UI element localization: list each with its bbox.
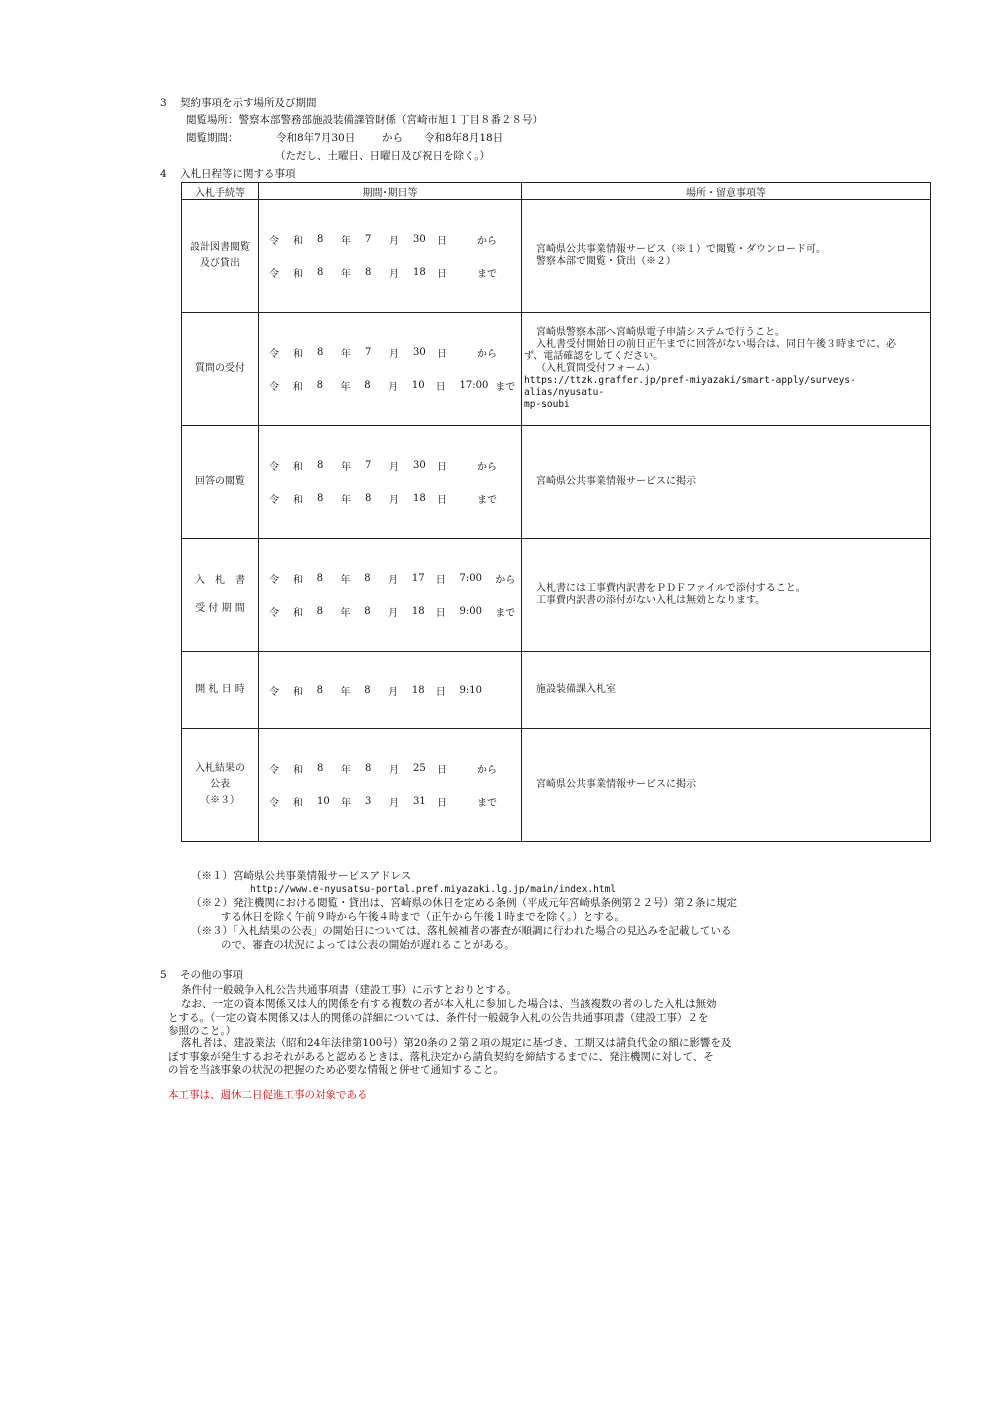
date-token: 8 <box>365 267 372 278</box>
date-token: 月 <box>389 765 399 776</box>
footnote-1-url[interactable]: http://www.e-nyusatsu-portal.pref.miyazaki.lg.jp/main/index.html <box>250 884 617 895</box>
period-cell <box>259 426 522 539</box>
notes-line: 宮崎県公共事業情報サービス（※１）で閲覧・ダウンロード可。 <box>536 244 826 255</box>
date-token: 9:10 <box>459 684 482 696</box>
viewing-period-from: 令和8年7月30日 <box>276 132 356 144</box>
date-token: 日 <box>437 495 447 506</box>
date-token: から <box>477 349 497 360</box>
date-token: 令 <box>269 575 279 586</box>
procedure-label: 公表 <box>210 779 230 790</box>
date-token: から <box>477 462 497 473</box>
notes-line: 宮崎県公共事業情報サービスに掲示 <box>536 476 696 487</box>
section-5-title: その他の事項 <box>180 969 243 981</box>
date-token: 10 <box>411 380 425 391</box>
date-line <box>259 256 521 289</box>
date-token: から <box>477 765 497 776</box>
procedure-label: 及び貸出 <box>200 258 240 269</box>
schedule-row <box>182 313 931 426</box>
date-line <box>259 752 521 785</box>
date-token: 年 <box>341 462 351 473</box>
viewing-period-label: 閲覧期間： <box>186 132 239 144</box>
viewing-place-label: 閲覧場所： <box>186 114 239 126</box>
date-token: 月 <box>389 495 399 506</box>
date-token: 30 <box>413 347 426 358</box>
question-form-url[interactable]: mp-soubi <box>524 399 570 410</box>
header-notes: 場所・留意事項等 <box>522 183 931 200</box>
date-token: まで <box>477 269 497 280</box>
viewing-period-from-suffix: から <box>382 132 403 144</box>
notes-line: 宮崎県警察本部へ宮崎県電子申請システムで行うこと。 <box>536 327 785 338</box>
date-token: 8 <box>365 493 372 504</box>
footnote-3-line-2: ので、審査の状況によっては公表の開始が遅れることがある。 <box>221 939 515 951</box>
date-token: 30 <box>413 234 426 245</box>
date-token: 年 <box>340 686 351 698</box>
date-token: 和 <box>292 382 303 393</box>
date-token: 日 <box>435 575 446 586</box>
date-token: 7 <box>365 460 372 471</box>
date-token: 月 <box>388 575 399 586</box>
schedule-header-row <box>182 183 931 200</box>
date-token: まで <box>495 382 516 393</box>
date-token: 8 <box>317 347 324 358</box>
section-5-line-1: 条件付一般競争入札公告共通事項書（建設工事）に示すとおりとする。 <box>181 984 517 996</box>
date-token: 和 <box>293 765 303 776</box>
date-token: 9:00 <box>459 606 482 617</box>
date-token: 年 <box>341 765 351 776</box>
section-3-number: 3 <box>160 97 167 109</box>
date-token: 3 <box>365 796 372 807</box>
period-cell <box>259 652 522 729</box>
viewing-place <box>186 112 543 127</box>
procedure-cell <box>182 652 259 729</box>
date-token: 令 <box>269 382 279 393</box>
date-token: 18 <box>413 267 426 278</box>
section-5-heading <box>160 967 243 982</box>
notes-line: 施設装備課入札室 <box>536 684 616 695</box>
date-token: 日 <box>437 236 447 247</box>
date-token: 8 <box>317 234 324 245</box>
date-token: 年 <box>340 608 351 619</box>
section-4-heading <box>160 166 296 181</box>
date-token: 7 <box>365 347 372 358</box>
section-5-line-5: 落札者は、建設業法（昭和24年法律第100号）第20条の２第２項の規定に基づき、工期又は請負代金の額に影響を及 <box>181 1037 732 1049</box>
date-token: 日 <box>437 462 447 473</box>
date-token: 和 <box>292 575 303 586</box>
date-line <box>259 449 521 482</box>
procedure-label: 入札結果の <box>195 763 245 774</box>
footnote-2-line-1: （※２）発注機関における閲覧・貸出は、宮崎県の休日を定める条例（平成元年宮崎県条例第２２号）第２条に規定 <box>191 897 737 909</box>
procedure-cell <box>182 539 259 652</box>
date-token: 8 <box>316 684 323 696</box>
header-period: 期間･期日等 <box>259 183 522 200</box>
section-3-heading <box>160 95 317 110</box>
procedure-label: 設計図書閲覧 <box>190 242 250 253</box>
date-token: 月 <box>389 236 399 247</box>
date-token: 17:00 <box>459 380 489 391</box>
date-token: 7 <box>365 234 372 245</box>
procedure-cell <box>182 313 259 426</box>
date-token: 年 <box>341 495 351 506</box>
date-token: 和 <box>293 495 303 506</box>
procedure-label: 質問の受付 <box>195 363 245 374</box>
date-token: 年 <box>341 798 351 809</box>
date-token: 8 <box>316 573 323 584</box>
date-token: 8 <box>364 684 371 696</box>
date-token: 和 <box>293 462 303 473</box>
notes-line: （入札質問受付フォーム） <box>536 363 656 374</box>
procedure-cell <box>182 729 259 842</box>
notes-cell <box>522 729 931 842</box>
footnote-1-label: （※１） <box>191 870 233 882</box>
date-token: 8 <box>316 606 323 617</box>
date-token: 7:00 <box>459 573 482 584</box>
date-token: 年 <box>340 382 351 393</box>
date-token: 令 <box>269 495 279 506</box>
section-5-line-3: とする。（一定の資本関係又は人的関係の詳細については、条件付一般競争入札の公告共通事項書（建設工事）２を <box>168 1012 709 1024</box>
date-token: 月 <box>388 382 399 393</box>
date-token: 和 <box>293 269 303 280</box>
date-token: 8 <box>317 763 324 774</box>
period-cell <box>259 200 522 313</box>
notes-line: 工事費内訳書の添付がない入札は無効となります。 <box>536 595 766 606</box>
section-4-title: 入札日程等に関する事項 <box>180 168 296 180</box>
date-token: 25 <box>413 763 426 774</box>
footnote-1 <box>191 868 411 883</box>
date-token: 8 <box>364 606 371 617</box>
date-token: 年 <box>341 349 351 360</box>
date-line <box>259 562 521 595</box>
date-token: 令 <box>269 269 279 280</box>
section-4-number: 4 <box>160 168 167 180</box>
date-token: 8 <box>316 380 323 391</box>
schedule-row <box>182 426 931 539</box>
date-token: 日 <box>435 382 446 393</box>
date-token: 18 <box>413 493 426 504</box>
period-cell <box>259 313 522 426</box>
date-token: 月 <box>389 269 399 280</box>
date-token: 8 <box>317 267 324 278</box>
date-token: 日 <box>435 608 446 619</box>
date-token: 日 <box>435 686 446 698</box>
section-5-line-6: ぼす事象が発生するおそれがあると認めるときは、落札決定から請負契約を締結するまでに、発注機関に対して、そ <box>168 1051 714 1063</box>
notes-line: ず、電話確認をしてください。 <box>524 351 664 362</box>
date-token: 和 <box>292 608 303 619</box>
date-token: 日 <box>437 269 447 280</box>
date-token: 18 <box>411 684 425 696</box>
schedule-row <box>182 729 931 842</box>
header-procedure: 入札手続等 <box>182 183 259 200</box>
date-token: 令 <box>269 608 279 619</box>
date-token: 和 <box>293 236 303 247</box>
notes-cell <box>522 426 931 539</box>
notes-line: 入札書受付開始日の前日正午までに回答がない場合は、同日午後３時までに、必 <box>536 339 896 350</box>
date-line <box>259 595 521 628</box>
date-line <box>259 369 521 402</box>
date-token: 8 <box>317 460 324 471</box>
notes-cell <box>522 313 931 426</box>
date-token: 18 <box>411 606 425 617</box>
date-token: 和 <box>293 798 303 809</box>
date-token: 日 <box>437 765 447 776</box>
date-line <box>259 482 521 515</box>
date-token: 月 <box>389 349 399 360</box>
notes-cell <box>522 652 931 729</box>
date-line <box>259 336 521 369</box>
date-token: まで <box>477 798 497 809</box>
notes-line: 宮崎県公共事業情報サービスに掲示 <box>536 779 696 790</box>
period-cell <box>259 539 522 652</box>
date-line <box>259 674 521 707</box>
procedure-label: 開 札 日 時 <box>195 684 245 695</box>
date-token: 8 <box>365 763 372 774</box>
date-token: 和 <box>292 686 303 698</box>
notes-cell <box>522 200 931 313</box>
procedure-label: 入 札 書 <box>195 575 245 586</box>
notes-cell <box>522 539 931 652</box>
date-token: 令 <box>269 765 279 776</box>
date-token: 17 <box>411 573 425 584</box>
date-line <box>259 785 521 818</box>
procedure-cell <box>182 200 259 313</box>
schedule-row <box>182 652 931 729</box>
schedule-row <box>182 200 931 313</box>
notes-line: 警察本部で閲覧・貸出（※２） <box>536 256 676 267</box>
date-token: から <box>495 575 516 586</box>
procedure-cell <box>182 426 259 539</box>
footnote-2-line-2: する休日を除く午前９時から午後４時まで（正午から午後１時までを除く。）とする。 <box>221 911 626 923</box>
schedule-table <box>181 182 931 842</box>
notes-line: 入札書には工事費内訳書をＰＤＦファイルで添付すること。 <box>536 583 806 594</box>
section-5-line-7: の旨を当該事象の状況の把握のため必要な情報と併せて通知すること。 <box>168 1064 504 1076</box>
procedure-label: 受 付 期 間 <box>195 603 245 614</box>
date-token: 月 <box>389 462 399 473</box>
date-token: 令 <box>269 462 279 473</box>
section-3-title: 契約事項を示す場所及び期間 <box>180 97 317 109</box>
date-token: 令 <box>269 686 279 698</box>
date-token: 月 <box>388 686 399 698</box>
schedule-row <box>182 539 931 652</box>
date-token: 月 <box>389 798 399 809</box>
date-token: 和 <box>293 349 303 360</box>
date-token: 30 <box>413 460 426 471</box>
question-form-url[interactable]: https://ttzk.graffer.jp/pref-miyazaki/smart-apply/surveys-alias/nyusatu- <box>524 375 856 398</box>
date-token: 10 <box>317 796 330 807</box>
procedure-label: 回答の閲覧 <box>195 476 245 487</box>
viewing-period-note: （ただし、土曜日、日曜日及び祝日を除く。） <box>275 150 491 162</box>
date-token: 8 <box>317 493 324 504</box>
date-token: 日 <box>437 349 447 360</box>
date-token: 月 <box>388 608 399 619</box>
date-token: まで <box>477 495 497 506</box>
period-cell <box>259 729 522 842</box>
date-token: 年 <box>341 236 351 247</box>
date-token: 31 <box>413 796 426 807</box>
date-token: 令 <box>269 349 279 360</box>
date-token: 日 <box>437 798 447 809</box>
date-token: 8 <box>364 573 371 584</box>
date-token: 令 <box>269 798 279 809</box>
section-5-line-2: なお、一定の資本関係又は人的関係を有する複数の者が本入札に参加した場合は、当該複数の者のした入札は無効 <box>181 998 717 1010</box>
date-token: 年 <box>340 575 351 586</box>
section-5-number: 5 <box>160 969 167 981</box>
date-token: 年 <box>341 269 351 280</box>
footnote-1-text: 宮崎県公共事業情報サービスアドレス <box>233 870 412 882</box>
date-token: から <box>477 236 497 247</box>
procedure-label: （※３） <box>200 795 240 806</box>
viewing-period-to: 令和8年8月18日 <box>424 132 504 144</box>
date-token: 8 <box>364 380 371 391</box>
date-line <box>259 223 521 256</box>
weekly-two-days-off-notice: 本工事は、週休二日促進工事の対象である <box>168 1089 368 1101</box>
date-token: まで <box>495 608 516 619</box>
viewing-place-value: 警察本部警務部施設装備課管財係（宮崎市旭１丁目８番２８号） <box>238 114 543 126</box>
date-token: 令 <box>269 236 279 247</box>
footnote-3-line-1: （※３）「入札結果の公表」の開始日については、落札候補者の審査が順調に行われた場合の見込みを記載している <box>191 925 732 937</box>
section-5-line-4: 参照のこと。） <box>168 1025 237 1037</box>
